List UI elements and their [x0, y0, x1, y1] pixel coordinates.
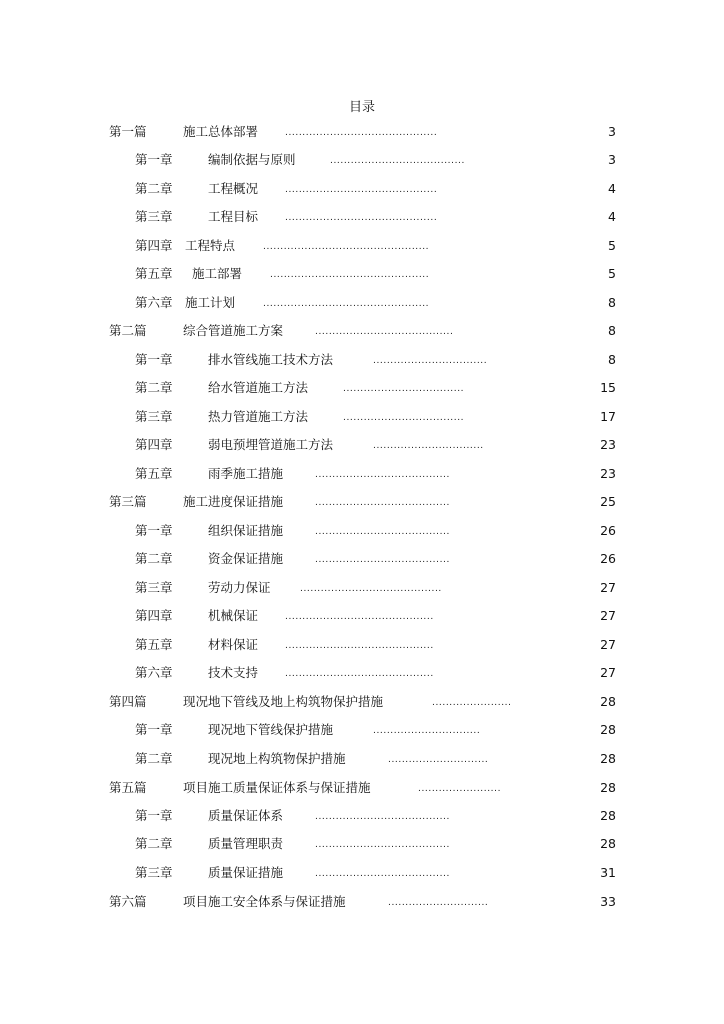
toc-entry-leader: ....................................... [315, 840, 450, 850]
toc-entry [0, 720, 724, 740]
toc-entry-leader: ................................................ [263, 299, 430, 309]
toc-entry-leader: ............................... [373, 726, 481, 736]
toc-entry-title: 项目施工安全体系与保证措施 [183, 894, 346, 909]
toc-entry-title: 施工部署 [192, 266, 243, 281]
toc-entry [0, 264, 724, 284]
toc-entry-title: 施工计划 [185, 295, 236, 310]
toc-entry-title: 现况地下管线保护措施 [208, 722, 334, 737]
toc-entry [0, 350, 724, 370]
toc-entry-title: 工程目标 [208, 209, 259, 224]
toc-entry-number: 第五章 [135, 266, 173, 281]
toc-entry-page: 8 [608, 295, 616, 310]
toc-entry-leader: ....................................... [330, 156, 465, 166]
toc-entry-number: 第六章 [135, 665, 173, 680]
toc-entry-title: 机械保证 [208, 608, 259, 623]
toc-entry-number: 第一章 [135, 523, 173, 538]
toc-entry-title: 综合管道施工方案 [183, 323, 284, 338]
toc-entry-page: 4 [608, 181, 616, 196]
toc-entry-number: 第三章 [135, 865, 173, 880]
toc-entry-leader: ................................... [343, 413, 465, 423]
toc-entry-title: 材料保证 [208, 637, 259, 652]
toc-entry-title: 弱电预埋管道施工方法 [208, 437, 334, 452]
toc-entry-page: 33 [600, 894, 616, 909]
toc-entry-number: 第一章 [135, 352, 173, 367]
toc-entry [0, 692, 724, 712]
toc-entry-page: 4 [608, 209, 616, 224]
toc-entry-number: 第三章 [135, 580, 173, 595]
toc-entry-page: 28 [600, 836, 616, 851]
toc-entry-leader: ............................................ [285, 128, 438, 138]
toc-entry-leader: ....................................... [315, 812, 450, 822]
toc-entry [0, 892, 724, 912]
toc-entry-page: 26 [600, 523, 616, 538]
toc-entry [0, 179, 724, 199]
toc-entry-leader: ....................................... [315, 527, 450, 537]
toc-entry-page: 28 [600, 780, 616, 795]
toc-entry-number: 第三章 [135, 409, 173, 424]
toc-entry-leader: ........................................... [285, 641, 434, 651]
toc-entry-leader: ....................... [432, 698, 512, 708]
toc-entry-page: 28 [600, 722, 616, 737]
toc-entry-number: 第二章 [135, 181, 173, 196]
toc-entry [0, 806, 724, 826]
toc-entry [0, 863, 724, 883]
toc-entry-title: 施工总体部署 [183, 124, 259, 139]
toc-entry-title: 项目施工质量保证体系与保证措施 [183, 780, 371, 795]
toc-entry-page: 15 [600, 380, 616, 395]
toc-entry-title: 质量保证体系 [208, 808, 284, 823]
toc-entry-title: 技术支持 [208, 665, 259, 680]
toc-title: 目录 [348, 100, 375, 115]
toc-entry-page: 3 [608, 152, 616, 167]
toc-entry-leader: ........................ [418, 784, 502, 794]
toc-entry-page: 23 [600, 466, 616, 481]
toc-entry [0, 521, 724, 541]
toc-entry-page: 5 [608, 238, 616, 253]
toc-entry-page: 23 [600, 437, 616, 452]
toc-entry-number: 第三篇 [109, 494, 147, 509]
toc-entry-number: 第五篇 [109, 780, 147, 795]
toc-entry-title: 工程特点 [185, 238, 236, 253]
toc-entry [0, 778, 724, 798]
toc-entry-page: 28 [600, 808, 616, 823]
toc-entry [0, 293, 724, 313]
toc-entry-page: 26 [600, 551, 616, 566]
toc-entry-number: 第二章 [135, 551, 173, 566]
toc-entry-page: 8 [608, 323, 616, 338]
toc-entry [0, 578, 724, 598]
toc-entry [0, 663, 724, 683]
toc-entry-title: 热力管道施工方法 [208, 409, 309, 424]
toc-entry-leader: ....................................... [315, 498, 450, 508]
toc-entry-number: 第三章 [135, 209, 173, 224]
toc-entry-leader: ................................................ [263, 242, 430, 252]
toc-entry-leader: ........................................... [285, 669, 434, 679]
toc-entry-title: 质量保证措施 [208, 865, 284, 880]
toc-entry-title: 劳动力保证 [208, 580, 271, 595]
toc-entry-leader: .............................................. [270, 270, 430, 280]
toc-entry-page: 28 [600, 751, 616, 766]
toc-entry-page: 5 [608, 266, 616, 281]
toc-entry [0, 606, 724, 626]
toc-entry-title: 资金保证措施 [208, 551, 284, 566]
toc-entry-number: 第二章 [135, 380, 173, 395]
toc-entry-leader: ................................ [373, 441, 484, 451]
toc-entry [0, 122, 724, 142]
toc-entry-number: 第六篇 [109, 894, 147, 909]
toc-entry-title: 编制依据与原则 [208, 152, 296, 167]
toc-entry-number: 第五章 [135, 637, 173, 652]
toc-entry-leader: ............................. [388, 898, 489, 908]
toc-entry-title: 施工进度保证措施 [183, 494, 284, 509]
toc-entry [0, 435, 724, 455]
toc-entry-title: 组织保证措施 [208, 523, 284, 538]
toc-entry-leader: ....................................... [315, 470, 450, 480]
toc-entry [0, 407, 724, 427]
toc-entry-page: 27 [600, 665, 616, 680]
toc-entry-page: 8 [608, 352, 616, 367]
toc-entry-leader: ......................................... [300, 584, 442, 594]
toc-entry-page: 28 [600, 694, 616, 709]
toc-entry-number: 第一章 [135, 152, 173, 167]
toc-entry-number: 第四章 [135, 437, 173, 452]
toc-entry-title: 雨季施工措施 [208, 466, 284, 481]
toc-entry-leader: ............................................ [285, 185, 438, 195]
toc-entry-number: 第一章 [135, 808, 173, 823]
toc-entry-page: 27 [600, 580, 616, 595]
toc-entry-number: 第二章 [135, 751, 173, 766]
toc-entry-leader: ....................................... [315, 555, 450, 565]
toc-entry-leader: ............................. [388, 755, 489, 765]
toc-entry [0, 549, 724, 569]
toc-entry [0, 150, 724, 170]
toc-entry-number: 第一章 [135, 722, 173, 737]
toc-entry-number: 第一篇 [109, 124, 147, 139]
toc-entry-leader: ....................................... [315, 869, 450, 879]
toc-entry-number: 第四章 [135, 238, 173, 253]
toc-entry [0, 207, 724, 227]
toc-entry-leader: ................................. [373, 356, 488, 366]
toc-entry-title: 工程概况 [208, 181, 259, 196]
toc-entry-title: 排水管线施工技术方法 [208, 352, 334, 367]
toc-entry [0, 378, 724, 398]
toc-entry-page: 27 [600, 608, 616, 623]
toc-entry [0, 236, 724, 256]
toc-entry-page: 27 [600, 637, 616, 652]
toc-entry-number: 第四篇 [109, 694, 147, 709]
toc-entry [0, 492, 724, 512]
toc-entry-number: 第六章 [135, 295, 173, 310]
toc-entry [0, 635, 724, 655]
toc-entry [0, 321, 724, 341]
toc-entry-page: 25 [600, 494, 616, 509]
toc-entry-title: 现况地下管线及地上构筑物保护措施 [183, 694, 384, 709]
toc-entry-title: 质量管理职责 [208, 836, 284, 851]
toc-entry-number: 第五章 [135, 466, 173, 481]
toc-entry-page: 3 [608, 124, 616, 139]
toc-entry-title: 现况地上构筑物保护措施 [208, 751, 346, 766]
toc-entry-page: 17 [600, 409, 616, 424]
toc-entry-leader: ........................................... [285, 612, 434, 622]
toc-entry [0, 464, 724, 484]
toc-entry-page: 31 [600, 865, 616, 880]
toc-entry-number: 第二篇 [109, 323, 147, 338]
toc-entry-leader: ................................... [343, 384, 465, 394]
toc-entry-title: 给水管道施工方法 [208, 380, 309, 395]
toc-entry-leader: ........................................ [315, 327, 454, 337]
toc-entry-leader: ............................................ [285, 213, 438, 223]
toc-entry [0, 834, 724, 854]
toc-entry-number: 第四章 [135, 608, 173, 623]
toc-entry [0, 749, 724, 769]
toc-entry-number: 第二章 [135, 836, 173, 851]
